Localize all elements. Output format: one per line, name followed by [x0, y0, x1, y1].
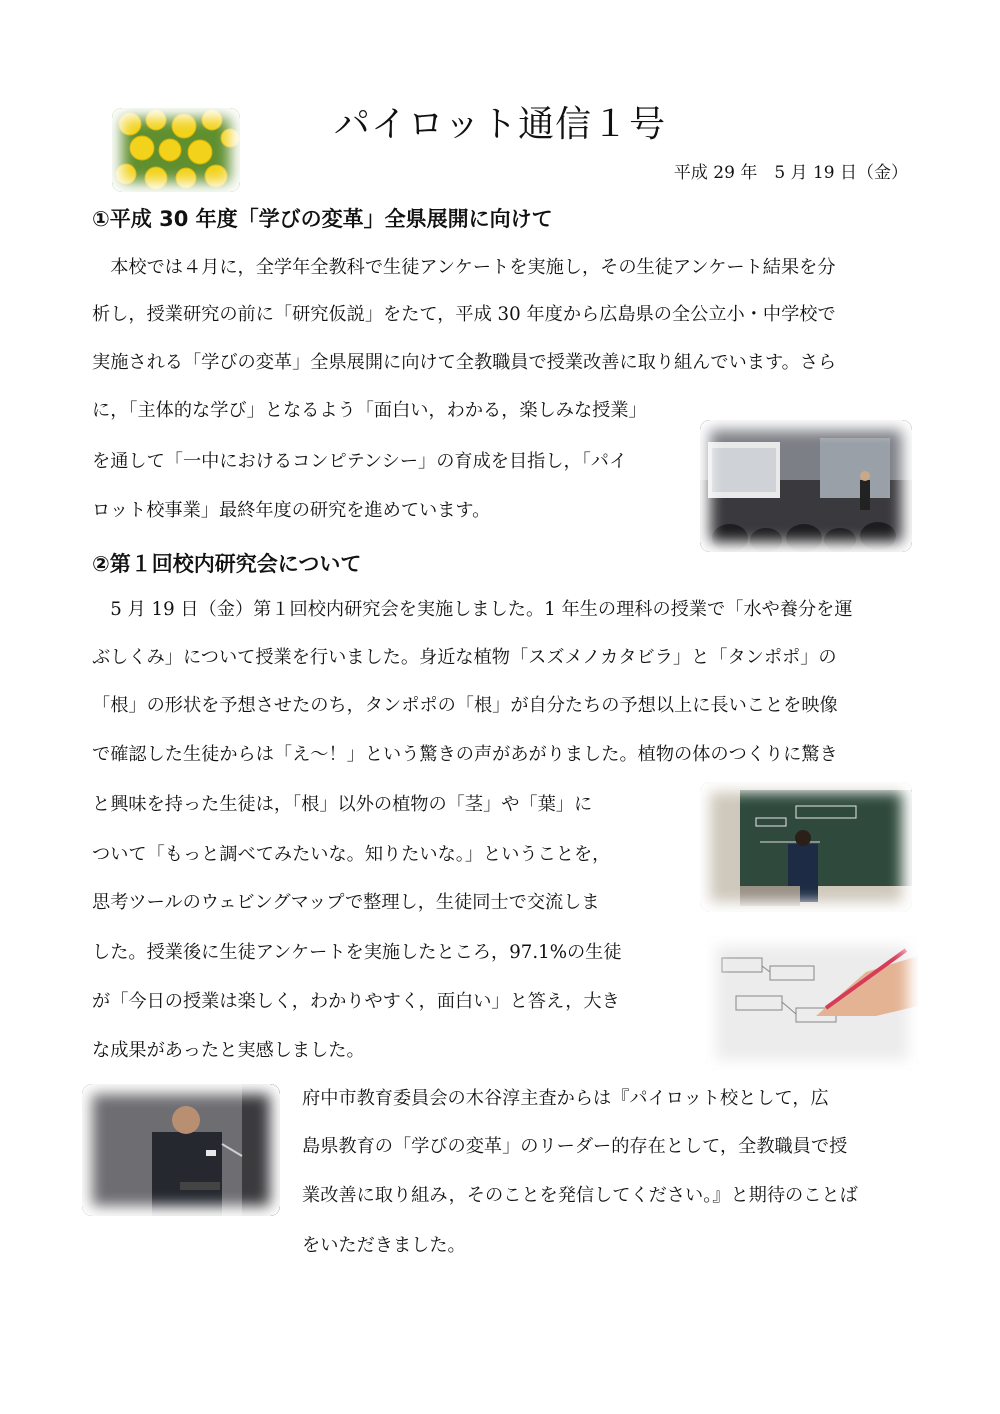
closing-line: 島県教育の「学びの変革」のリーダー的存在として，全教職員で授 — [302, 1136, 848, 1157]
section-2-line: した。授業後に生徒アンケートを実施したところ，97.1%の生徒 — [92, 942, 622, 963]
section-2-line: 「根」の形状を予想させたのち，タンポポの「根」が自分たちの予想以上に長いことを映像 — [92, 695, 838, 716]
lecture-room-photo — [700, 420, 912, 552]
worksheet-photo — [706, 936, 918, 1070]
section-1-line: ロット校事業」最終年度の研究を進めています。 — [92, 500, 491, 521]
issue-date: 平成 29 年 5 月 19 日（金） — [673, 163, 908, 183]
closing-line: 業改善に取り組み，そのことを発信してください。』と期待のことば — [302, 1185, 858, 1206]
closing-line: 府中市教育委員会の木谷淳主査からは『パイロット校として，広 — [302, 1088, 829, 1109]
section-2-line: ついて「もっと調べてみたいな。知りたいな。」ということを， — [92, 844, 611, 865]
section-2-line: が「今日の授業は楽しく，わかりやすく，面白い」と答え，大き — [92, 991, 620, 1012]
section-1-line: 実施される「学びの変革」全県展開に向けて全教職員で授業改善に取り組んでいます。さら — [92, 352, 837, 373]
section-2-heading: ②第１回校内研究会について — [92, 552, 362, 576]
section-1-line: 析し，授業研究の前に「研究仮説」をたて，平成 30 年度から広島県の全公立小・中学校で — [92, 304, 836, 325]
section-1-line: 本校では４月に，全学年全教科で生徒アンケートを実施し，その生徒アンケート結果を分 — [92, 257, 836, 278]
section-2-line: 思考ツールのウェビングマップで整理し，生徒同士で交流しま — [92, 892, 600, 913]
section-2-line: な成果があったと実感しました。 — [92, 1040, 365, 1061]
dandelion-photo — [112, 108, 240, 192]
section-2-line: と興味を持った生徒は，「根」以外の植物の「茎」や「葉」に — [92, 794, 593, 815]
section-2-line: で確認した生徒からは「え～！」という驚きの声があがりました。植物の体のつくりに驚き — [92, 744, 838, 765]
blackboard-photo — [700, 782, 912, 912]
page-title: パイロット通信１号 — [333, 104, 667, 145]
closing-line: をいただきました。 — [302, 1235, 466, 1256]
section-1-line: を通して「一中におけるコンピテンシー」の育成を目指し，「パイ — [92, 451, 628, 472]
section-1-heading: ①平成 30 年度「学びの変革」全県展開に向けて — [92, 207, 553, 231]
section-1-line: に，「主体的な学び」となるよう「面白い，わかる，楽しみな授業」 — [92, 400, 647, 421]
section-2-line: ぶしくみ」について授業を行いました。身近な植物「スズメノカタビラ」と「タンポポ」の — [92, 647, 837, 668]
speaker-photo — [82, 1084, 280, 1216]
section-2-line: 5 月 19 日（金）第１回校内研究会を実施しました。1 年生の理科の授業で「水や養分を運 — [92, 599, 853, 620]
